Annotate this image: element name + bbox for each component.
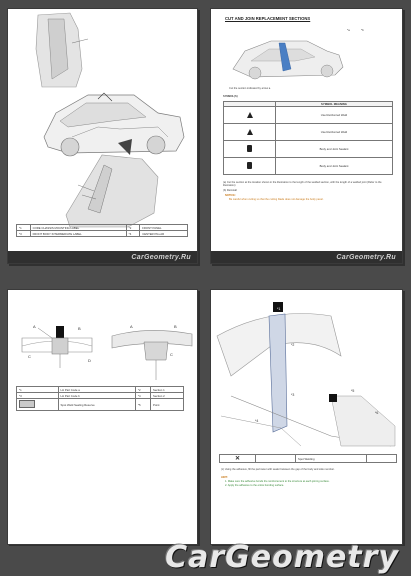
hint-line-1: 1. Make sure the adhesive bonds the reinforcement to the structure at each joining surface.: [225, 480, 330, 483]
callout-6: *6: [375, 411, 379, 415]
warning-triangle-icon: [247, 129, 253, 135]
watermark-bar: [8, 251, 197, 263]
label-c: C: [28, 354, 31, 359]
corner-label-a: *a: [347, 28, 350, 32]
sealer-gun-icon: [247, 162, 252, 169]
pillar-illustration: [211, 296, 403, 456]
table-row: *3 FRONT BODY INTERMEDIATE LABEL *4 CENTER PILLAR: [17, 231, 188, 237]
label-r-a: A: [130, 324, 133, 329]
x-symbol: ✕: [220, 455, 256, 463]
table-row: Use Reinforced Weld: [224, 107, 393, 124]
note-text: (a) Cut the section at the location shown in the illustration to the length of the welded section, with the length of a welded joint (Refer to the illustration): [223, 181, 382, 187]
label-r-b: B: [174, 324, 177, 329]
notice-text: Be careful when cutting so that the cutting blade does not damage the body panel.: [229, 198, 324, 201]
sealant-swatch-icon: [19, 400, 35, 408]
bullet-text: Cut the section indicated by arrow a.: [229, 87, 271, 90]
callout-2: *2: [291, 343, 295, 347]
section-title: CUT AND JOIN REPLACEMENT SECTIONS: [225, 16, 311, 21]
table-row: ✕ Spot Welding: [220, 455, 397, 463]
manual-page-2: [210, 8, 403, 264]
big-watermark: CarGeometry: [165, 540, 399, 575]
symbols-table: [223, 101, 393, 175]
symbols-label: SYMBOL(S): [223, 95, 238, 98]
callout-4: *4: [255, 419, 259, 423]
car-diagram: [211, 21, 403, 91]
hint-line-2: 2. Apply the adhesive to the entire bonding surface.: [225, 484, 284, 487]
table-row: Spot Weld Sealing Reserve *5 Point: [17, 399, 184, 411]
table-row: Body and Joint Sealant: [224, 158, 393, 175]
watermark-small: CarGeometry.Ru: [336, 254, 396, 261]
label-d: D: [88, 358, 91, 363]
callout-5: *5: [351, 389, 355, 393]
label-a: A: [33, 324, 36, 329]
manual-page-1: [7, 8, 198, 264]
callout-1: *1: [277, 307, 281, 311]
callout-3: *3: [291, 393, 295, 397]
label-r-c: C: [170, 352, 173, 357]
parts-legend-table: [16, 386, 184, 411]
spray-can-icon: [247, 145, 252, 152]
watermark-bar: [211, 251, 402, 263]
note-main: (c) Using the adhesive, fill the perimeter with sealer between the gap of the body and side member.: [221, 468, 335, 471]
hint-label: HINT:: [221, 476, 228, 479]
manual-page-3: [7, 289, 198, 545]
table-row: Use Reinforced Weld: [224, 124, 393, 141]
body-structure-illustration: [8, 9, 198, 249]
notice-label: NOTICE:: [225, 194, 236, 197]
corner-label-b: *b: [361, 28, 364, 32]
table-row: *1 CORE CHASSIS MOUNTING LABEL *2 FRONT PANEL: [17, 225, 188, 231]
manual-page-4: [210, 289, 403, 545]
table-row: *3 LH Part Code b *4 Section 2: [17, 393, 184, 399]
table-row: Body and Joint Sealant: [224, 141, 393, 158]
warning-triangle-icon: [247, 112, 253, 118]
parts-legend-table: [16, 224, 188, 237]
label-b: B: [78, 326, 81, 331]
note-text-b: (b) Reinstall: [223, 189, 237, 192]
weld-legend-table: [219, 454, 397, 463]
table-row: *1 LH Part Code a *2 Section 1: [17, 387, 184, 393]
table-header-row: SYMBOL MEANING: [224, 102, 393, 107]
watermark-small: CarGeometry.Ru: [131, 254, 191, 261]
